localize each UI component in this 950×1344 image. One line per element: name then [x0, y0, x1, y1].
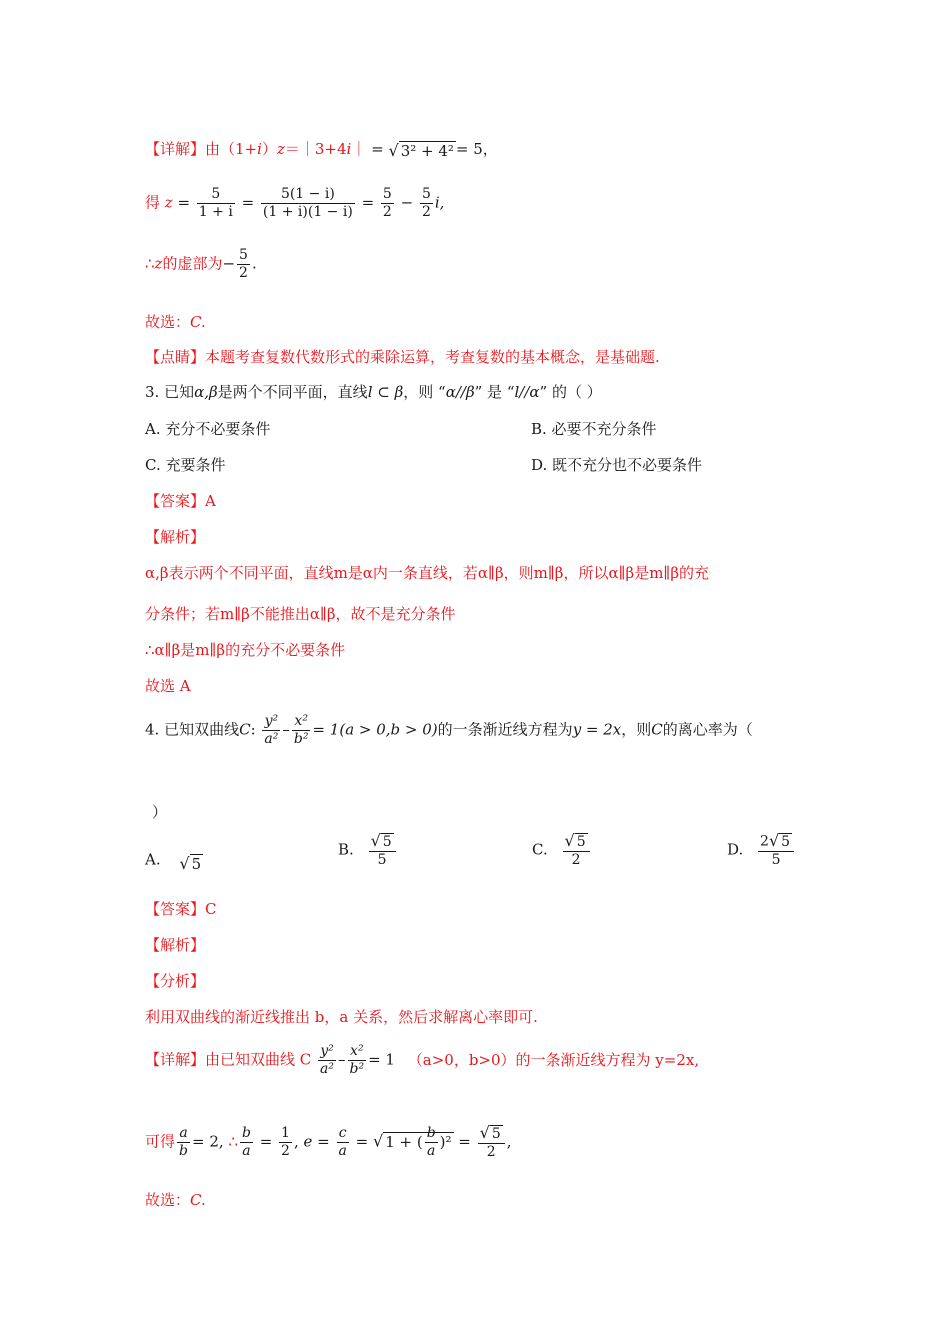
choose-line-1: 故选：C. — [145, 313, 206, 331]
sqrt-expression: √ 3² + 4² — [388, 140, 454, 160]
q4-derivation: 可得 $\frac{a}{b}$ = 2, ∴ $\frac{b}{a}$ = $\frac{1}{2}$ , e = $\frac{c}{a}$ = √ 1 + ( $\frac{b}{a}$ )² = $\frac{√ 5}{2}$ , — [145, 1123, 512, 1160]
q4-option-b: B. $\frac{√ 5}{5}$ — [338, 832, 398, 869]
q4-option-c: C. $\frac{√ 5}{2}$ — [532, 832, 592, 869]
question-3-stem: 3. 已知α,β是两个不同平面，直线l ⊂ β，则 “α//β” 是 “l//α” 的（ ） — [145, 383, 602, 401]
question-4-stem: 4. 已知双曲线C: $\frac{\text{y²}}{\text{a²}}$ – $\frac{\text{x²}}{\text{b²}}$ = 1(a > 0,b > 0)的一条渐近线方程为y = 2x，则C的离心率为（ — [145, 713, 753, 747]
q4-fenxi-text: 利用双曲线的渐近线推出 b，a 关系，然后求解离心率即可. — [145, 1008, 538, 1026]
q3-explanation-2: 分条件；若m∥β不能推出α∥β，故不是充分条件 — [145, 605, 456, 623]
q3-option-c: C. 充要条件 — [145, 456, 226, 474]
fraction: $\frac{5}{2}$ — [382, 186, 392, 220]
q3-option-b: B. 必要不充分条件 — [531, 420, 657, 438]
q3-answer: 【答案】A — [145, 492, 216, 510]
fraction: $\frac{\text{x²}}{\text{b²}}$ — [293, 713, 309, 747]
fraction: $\frac{\text{y²}}{\text{a²}}$ — [264, 713, 279, 747]
detail-line-2: 得 z = $\frac{5}{1 + i}$ = $\frac{5(1 - i)}{(1 + i)(1 - i)}$ = $\frac{5}{2}$ − $\frac{5}{2}$ i, — [145, 186, 445, 220]
q3-option-a: A. 充分不必要条件 — [145, 420, 271, 438]
detail-tag: 【详解】 — [145, 140, 206, 158]
q3-choose: 故选 A — [145, 677, 191, 695]
q4-detail: 【详解】由已知双曲线 C $\frac{\text{y²}}{\text{a²}}$ – $\frac{\text{x²}}{\text{b²}}$ = 1 （a>0，b>0）的一条渐近线方程为 y=2x, — [145, 1043, 700, 1077]
question-4-close: ） — [152, 803, 168, 821]
detail-line-3: ∴z的虚部为− $\frac{5}{2}$ . — [145, 247, 257, 281]
dianjing-line: 【点睛】本题考查复数代数形式的乘除运算，考查复数的基本概念，是基础题. — [145, 348, 660, 366]
fraction: $\frac{5}{2}$ — [239, 247, 248, 281]
q3-explanation-3: ∴α∥β是m∥β的充分不必要条件 — [145, 641, 346, 659]
q3-option-d: D. 既不充分也不必要条件 — [531, 456, 703, 474]
q4-analysis-tag: 【解析】 — [145, 936, 206, 954]
q4-answer: 【答案】C — [145, 900, 217, 918]
q3-explanation-1: α,β表示两个不同平面，直线m是α内一条直线，若α∥β，则m∥β，所以α∥β是m∥β的充 — [145, 564, 710, 582]
q4-choose: 故选：C. — [145, 1191, 206, 1209]
q3-analysis-tag: 【解析】 — [145, 528, 206, 546]
fraction: $\frac{5}{1 + i}$ — [198, 186, 233, 220]
detail-line-1: 【详解】由（1+i）z＝｜3+4i｜ = √ 3² + 4² = 5， — [145, 140, 498, 160]
fraction: $\frac{5}{2}$ — [421, 186, 431, 220]
q4-option-a: A. √ 5 — [145, 850, 202, 873]
q4-fenxi-tag: 【分析】 — [145, 972, 206, 990]
fraction: $\frac{5(1 - i)}{(1 + i)(1 - i)}$ — [262, 186, 353, 220]
q4-option-d: D. $\frac{2√ 5}{5}$ — [727, 832, 796, 869]
